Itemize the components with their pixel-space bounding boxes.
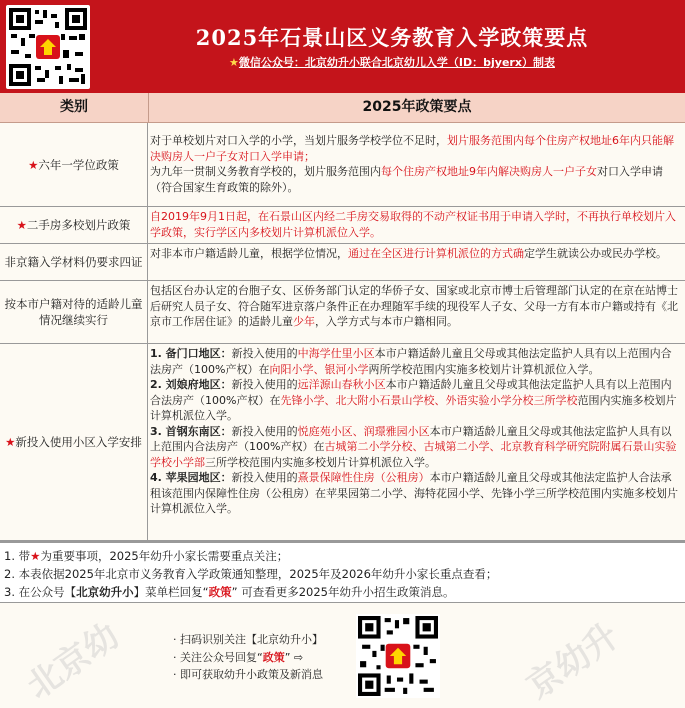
table-row xyxy=(0,244,685,281)
page-title: 2025年石景山区义务教育入学政策要点 xyxy=(195,25,589,50)
footer-instructions: · 扫码识别关注【北京幼升小】 · 关注公众号回复“政策” ⇨ · 即可获取幼升小政策及新消息 xyxy=(173,633,323,681)
note-3: 3. 在公众号【北京幼升小】菜单栏回复“政策” 可查看更多2025年幼升小招生政策消息。 xyxy=(4,585,455,599)
star-icon: ★ xyxy=(30,549,41,563)
row-content: 对非本市户籍适龄儿童，根据学位情况，通过在全区进行计算机派位的方式确定学生就读公办或民办学校。 xyxy=(150,247,667,260)
row-category: ★ 二手房多校划片政策 xyxy=(0,207,148,243)
row-content: 自2019年9月1日起，在石景山区内经二手房交易取得的不动产权证书用于申请入学时，不再执行单校划片入学政策，实行学区内多校划片计算机派位入学。 xyxy=(150,210,676,239)
row-category: ★ 六年一学位政策 xyxy=(0,123,148,206)
row-category: 按本市户籍对待的适龄儿童情况继续实行 xyxy=(0,281,148,343)
star-icon: ★ xyxy=(5,435,16,449)
star-icon: ★ xyxy=(28,157,39,172)
row-content: 对于单校划片对口入学的小学，当划片服务学校学位不足时，划片服务范围内每个住房产权地址6年内只能解决购房人一户子女对口入学申请； 为九年一贯制义务教育学校的，划片服务范围内每个住房产权地址9年内解决购房人一户子女对口入学申请（符合国家生育政策的除外）。 xyxy=(150,134,674,194)
row-content: 包括区台办认定的台胞子女、区侨务部门认定的华侨子女、国家或北京市博士后管理部门认定的在京在站博士后研究人员子女、符合随军进京落户条件正在办理随军手续的现役军人子女、父母一方有本市户籍或持有《北京市工作居住证》的适龄儿童少年，入学方式与本市户籍相同。 xyxy=(150,284,678,328)
note-1: 1. 带★为重要事项，2025年幼升小家长需要重点关注； xyxy=(4,549,289,563)
table-row xyxy=(0,207,685,244)
row-category: 非京籍入学材料仍要求四证 xyxy=(0,244,148,280)
note-2: 2. 本表依据2025年北京市义务教育入学政策通知整理，2025年及2026年幼升小家长重点查看； xyxy=(4,567,498,581)
row-content: 1. 备门口地区：新投入使用的中海学仕里小区本市户籍适龄儿童且父母或其他法定监护人具有以上范围内合法房产（100%产权）在向阳小学、银河小学两所学校范围内实施多校划片计算机派位入学。 2. 刘娘府地区：新投入使用的远洋源山春秋小区本市户籍适龄儿童且父母或其他法定监护人具有以上范围内合法房产（100%产权）在先锋小学、北大附小石景山学校、外语实验小学分校三所学校范围内实施多校划片计算机派位入学。 3. 首钢东南区：新投入使用的悦庭苑小区、润璟雅园小区本市户籍适龄儿童且父母或其他法定监护人具有以上范围内合法房产（100%产权）在古城第二小学分校、古城第二小学、北京教育科学研究院附属石景山实验学校小学部三所学校范围内实施多校划片计算机派位入学。 4. 苹果园地区：新投入使用的熹景保障性住房（公租房）本市户籍适龄儿童且父母或其他法定监护人合法承租该范围内保障性住房（公租房）在苹果园第二小学、海特花园小学、先锋小学三所学校范围内实施多校划片计算机派位入学。 xyxy=(150,347,678,515)
qr-code-icon[interactable] xyxy=(356,614,440,698)
qr-code-icon xyxy=(6,5,90,89)
column-header-category: 类别 xyxy=(0,93,149,122)
notes xyxy=(0,541,685,603)
table-row xyxy=(0,123,685,207)
star-icon: ★ xyxy=(16,218,27,232)
column-header-policy: 2025年政策要点 xyxy=(362,99,472,115)
table-row xyxy=(0,344,685,541)
footer xyxy=(0,604,685,707)
table-row xyxy=(0,281,685,344)
subtitle-text: 微信公众号：北京幼升小联合北京幼儿入学（ID：bjyerx）制表 xyxy=(238,56,555,69)
watermark: 京幼升 xyxy=(519,615,627,708)
header-banner xyxy=(0,0,685,93)
subtitle xyxy=(112,54,672,70)
row-category: ★ 新投入使用小区入学安排 xyxy=(0,344,148,540)
star-icon: ★ xyxy=(229,56,239,69)
watermark: 北京幼 xyxy=(19,615,127,708)
table-header xyxy=(0,93,685,123)
